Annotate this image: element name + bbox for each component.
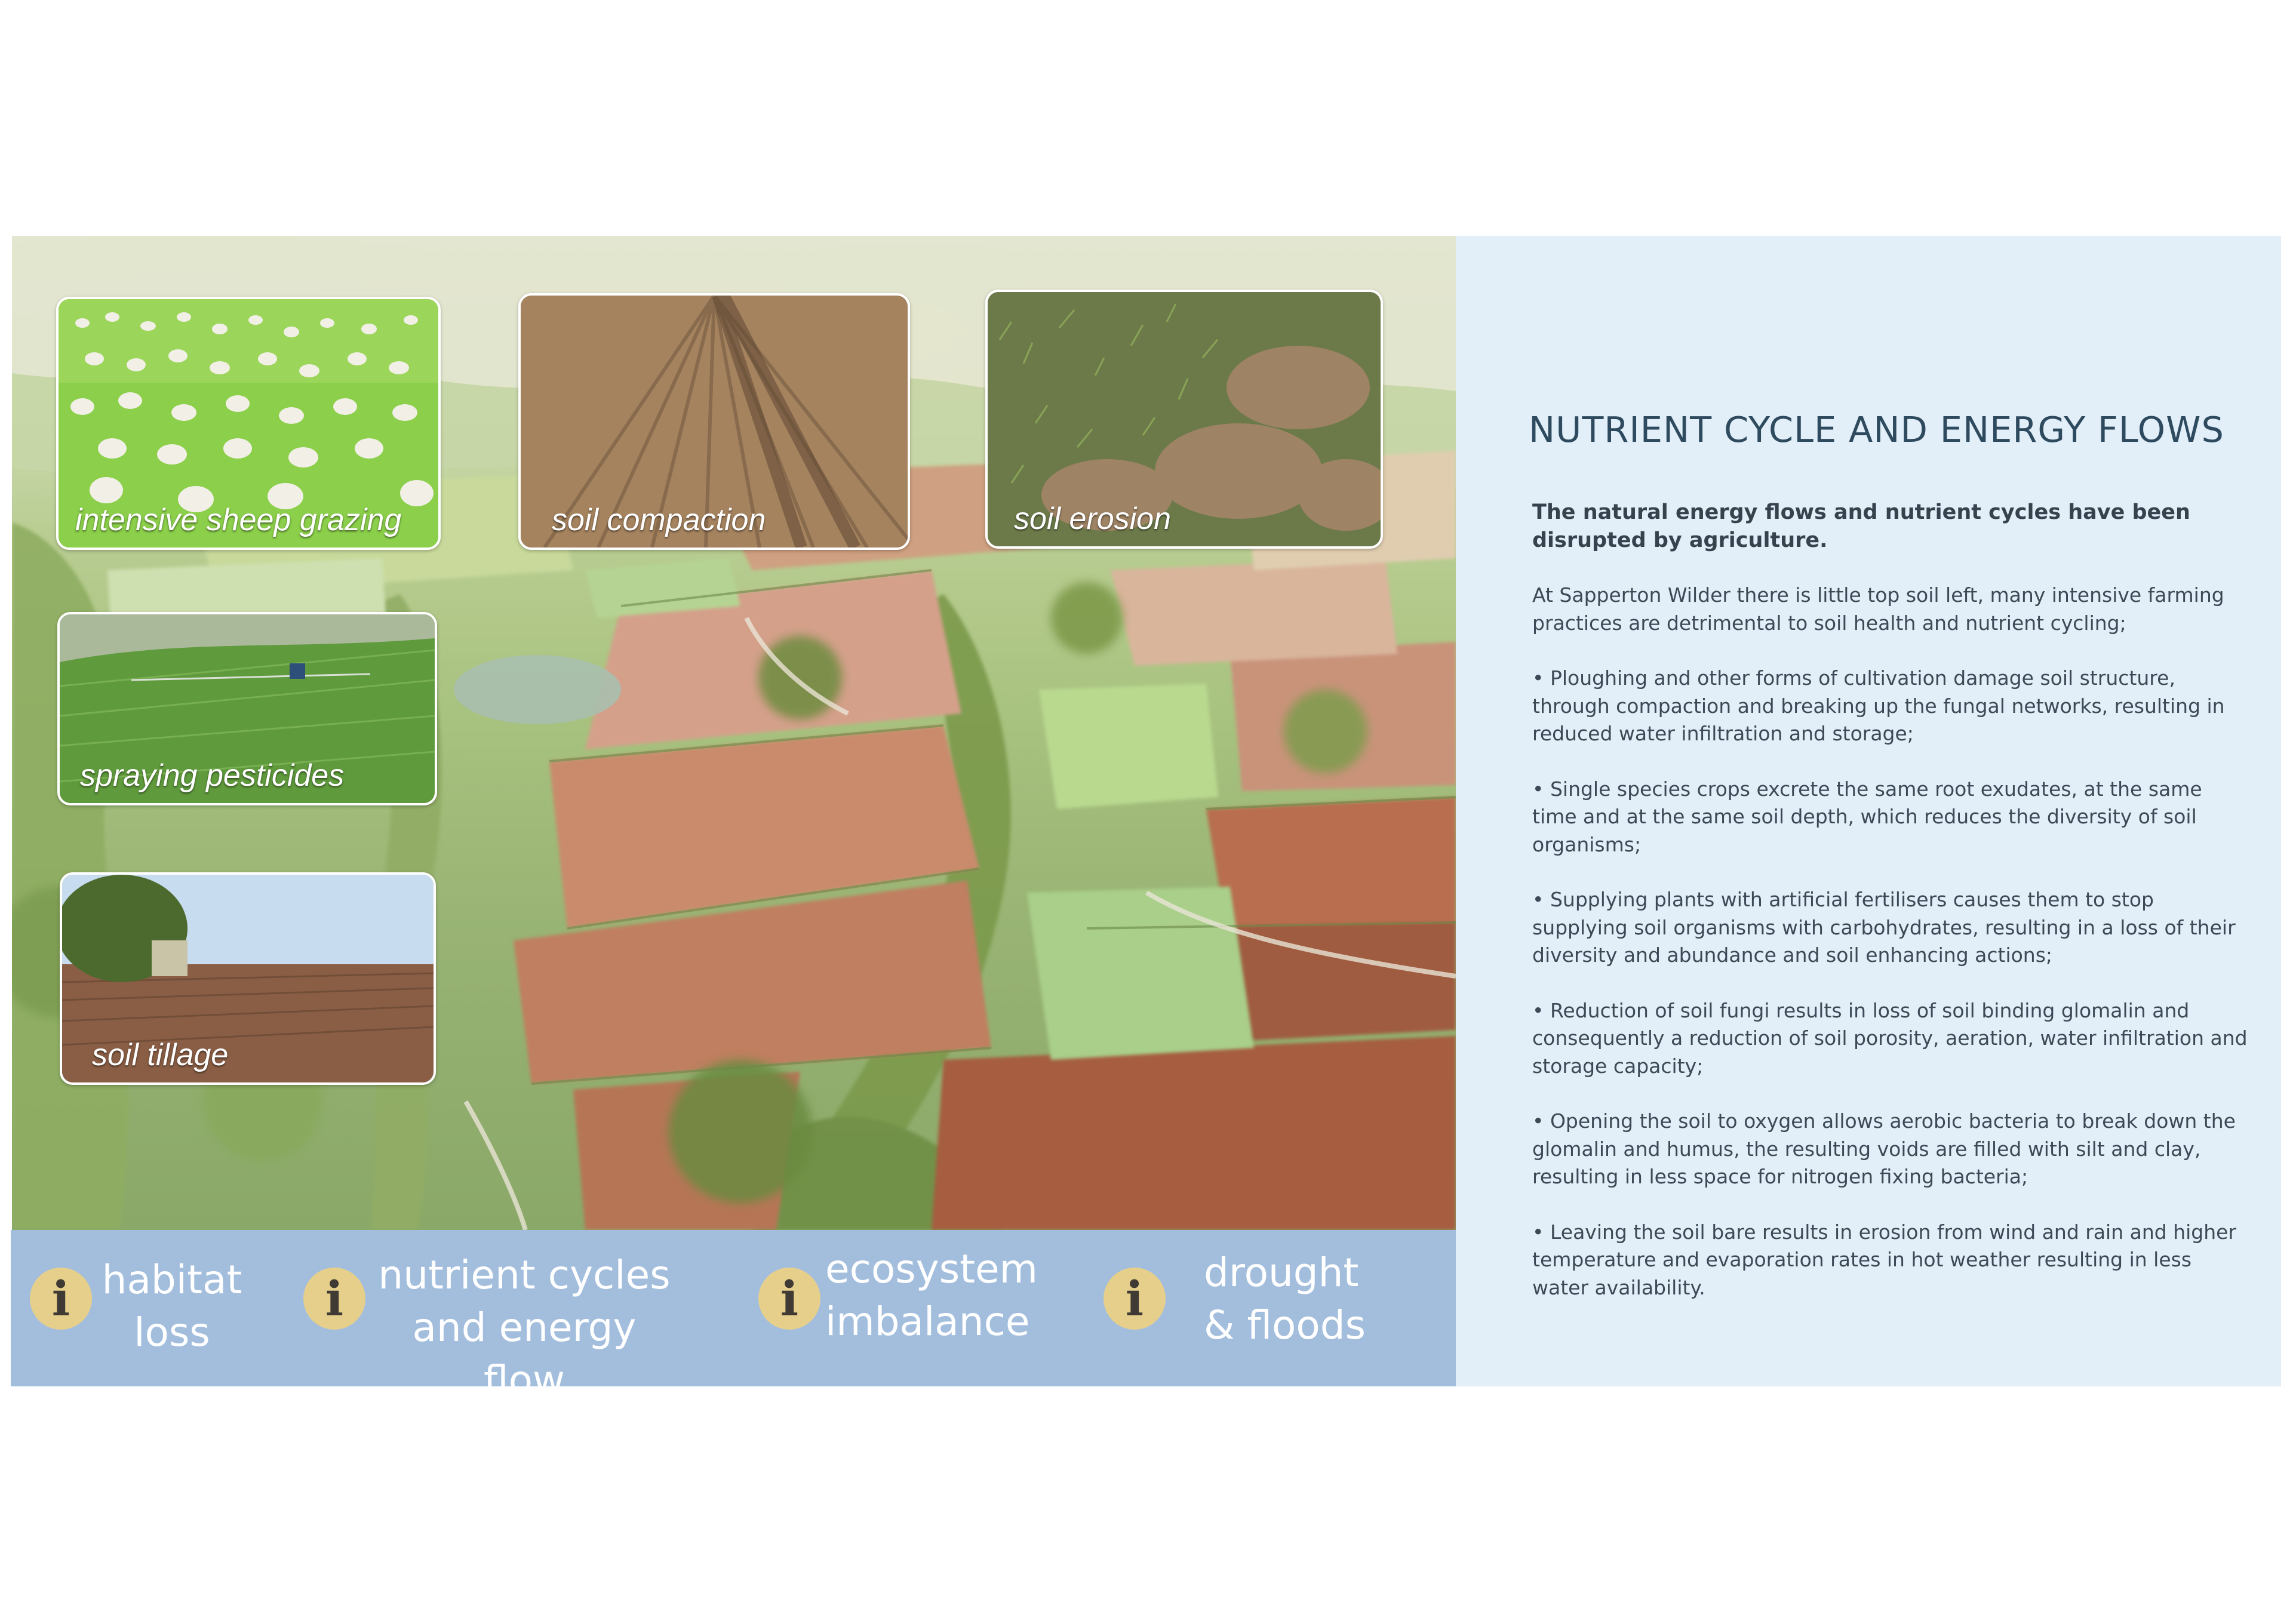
info-label-line2: and energy flow [412,1305,637,1403]
landscape-illustration [12,236,1456,1230]
panel-bullet: • Supplying plants with artificial fertilisers causes them to stop supplying soil organisms with carbohydrates, resulting in a loss of their diversity and abundance and soil enhancing actions; [1532,888,2236,967]
photo-caption: spraying pesticides [80,758,345,793]
panel-bullet: • Opening the soil to oxygen allows aerobic bacteria to break down the glomalin and humus, the resulting voids are filled with silt and clay, resulting in less space for nitrogen fixing bacteria; [1532,1109,2236,1188]
info-label [825,1243,1040,1348]
tractor-spraying-photo [57,612,437,805]
info-item-drought-floods[interactable] [1104,1230,1438,1386]
sheep-grazing-photo [56,297,441,550]
info-icon: i [303,1268,365,1330]
info-item-ecosystem-imbalance[interactable] [758,1230,1069,1386]
panel-title: NUTRIENT CYCLE AND ENERGY FLOWS [1529,409,2224,450]
photo-caption: soil compaction [552,503,766,537]
info-label-line2: imbalance [825,1299,1030,1345]
photo-caption: intensive sheep grazing [75,503,402,537]
info-label [88,1254,256,1359]
ploughed-field-photo [518,293,910,550]
info-label [369,1249,680,1407]
info-label-line1: habitat [102,1257,242,1303]
panel-intro: At Sapperton Wilder there is little top soil left, many intensive farming practices are detrimental to soil health and nutrient cycling; [1532,583,2224,635]
info-icon: i [758,1268,820,1330]
tractor-tillage-photo [60,872,436,1085]
photo-caption: soil erosion [1014,502,1172,536]
info-item-nutrient-cycles[interactable] [303,1230,674,1403]
info-label-line2: loss [134,1309,210,1355]
info-item-habitat-loss[interactable] [11,1230,273,1386]
panel-bullet: • Single species crops excrete the same root exudates, at the same time and at the same soil depth, which reduces the diversity of soil organisms; [1532,777,2202,856]
info-bar [11,1230,1456,1403]
info-label-line1: drought [1204,1250,1359,1296]
info-label-line2: & floods [1204,1302,1366,1348]
panel-bullet: • Leaving the soil bare results in erosion from wind and rain and higher temperature and evaporation rates in hot weather resulting in less water availability. [1532,1220,2237,1299]
panel-body [1532,499,2249,1329]
panel-lead: The natural energy flows and nutrient cycles have been disrupted by agriculture. [1532,500,2190,552]
info-label-line1: ecosystem [825,1246,1038,1292]
eroded-grass-photo [985,290,1383,549]
info-icon: i [1104,1268,1166,1330]
panel-bullet: • Ploughing and other forms of cultivation damage soil structure, through compaction and breaking up the fungal networks, resulting in reduced water infiltration and storage; [1532,666,2225,745]
photo-caption: soil tillage [92,1038,229,1072]
info-icon: i [30,1268,92,1330]
text-panel [1456,236,2281,1386]
info-label [1204,1247,1383,1352]
info-label-line1: nutrient cycles [378,1252,671,1298]
panel-bullet: • Reduction of soil fungi results in loss of soil binding glomalin and consequently a reduction of soil porosity, aeration, water infiltration and storage capacity; [1532,998,2248,1078]
